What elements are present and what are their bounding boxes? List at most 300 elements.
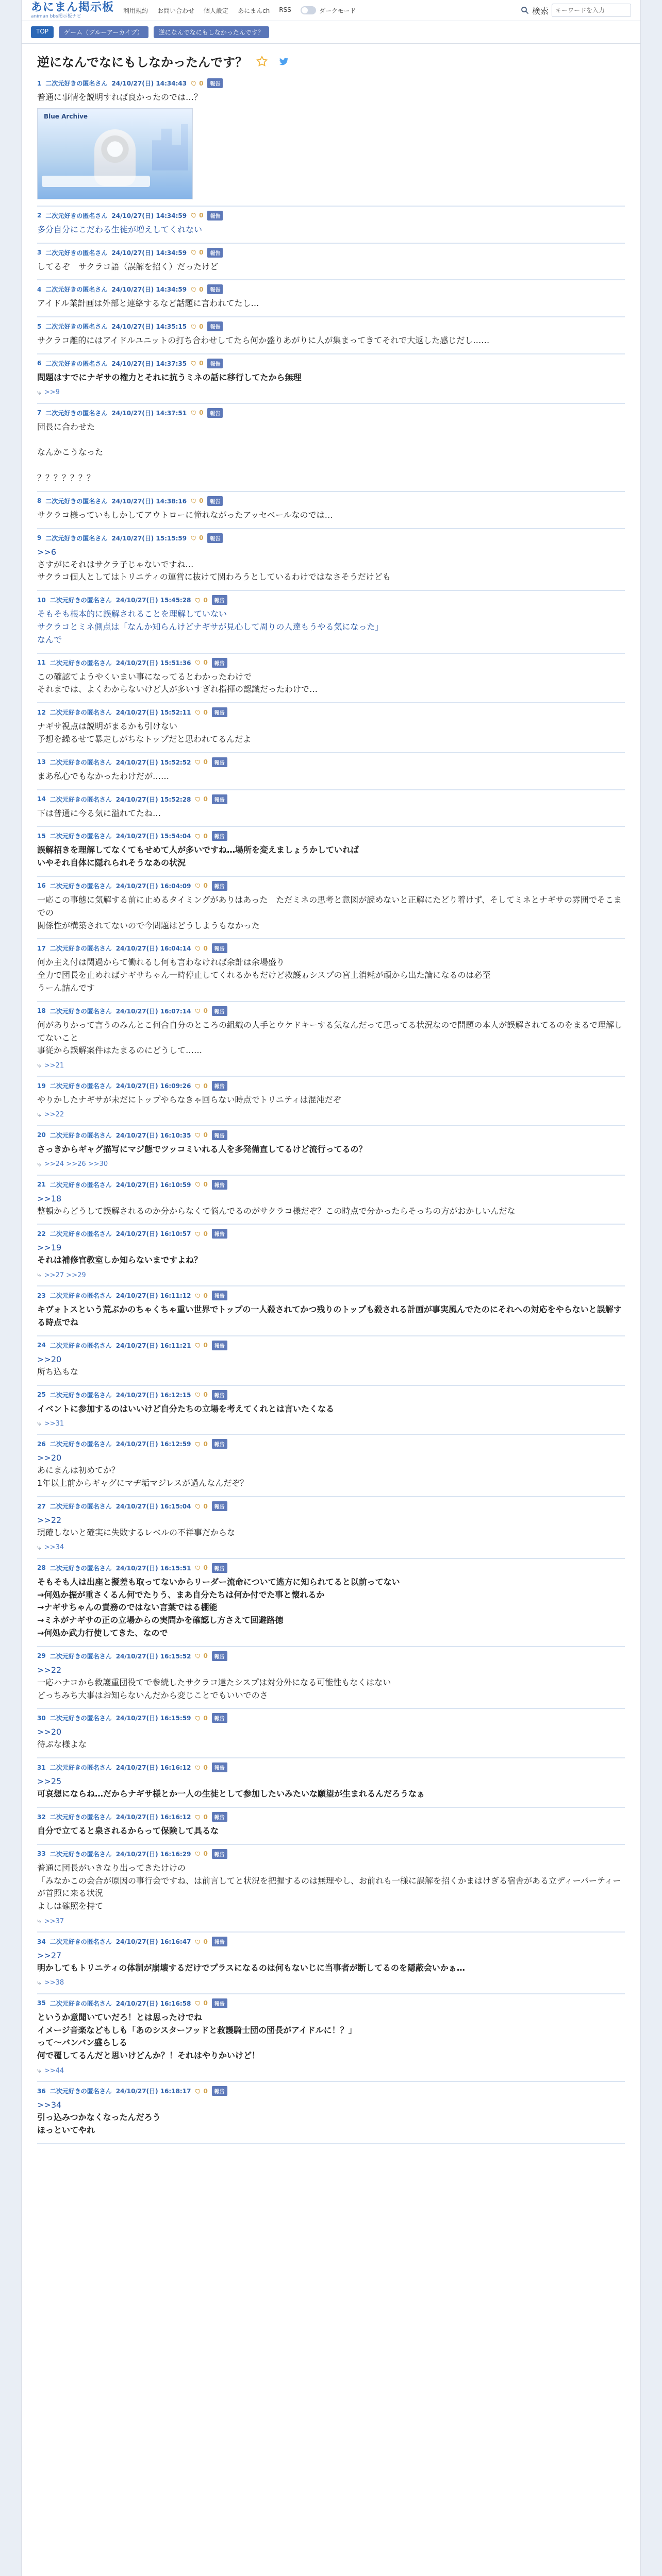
report-button[interactable]: 報告	[212, 595, 227, 605]
reply-link-text[interactable]: >>22	[44, 1111, 64, 1119]
report-button[interactable]: 報告	[212, 943, 227, 953]
post-number[interactable]: 25	[37, 1391, 46, 1399]
heart-icon	[195, 1181, 201, 1188]
like-button[interactable]	[195, 1391, 207, 1398]
post-number[interactable]: 2	[37, 212, 42, 219]
reply-anchor[interactable]: >>19	[37, 1243, 62, 1253]
heart-icon	[195, 2088, 201, 2094]
post-timestamp: 24/10/27(日) 16:16:58	[115, 1999, 191, 2007]
report-button[interactable]: 報告	[212, 1937, 227, 1946]
post-author: 二次元好きの匿名さん	[49, 1503, 112, 1511]
post-meta	[37, 1651, 625, 1661]
post-author: 二次元好きの匿名さん	[49, 1999, 112, 2007]
post-author: 二次元好きの匿名さん	[45, 360, 108, 367]
post-meta	[37, 1341, 625, 1350]
post	[37, 2082, 625, 2144]
site-logo[interactable]	[31, 2, 114, 19]
post	[37, 939, 625, 1002]
post	[37, 827, 625, 877]
search-area	[521, 4, 631, 17]
like-button[interactable]	[191, 323, 203, 330]
reply-link-text[interactable]: >>44	[44, 2066, 64, 2075]
post-meta	[37, 1291, 625, 1300]
reply-link-text[interactable]: >>31	[44, 1419, 64, 1428]
like-button[interactable]	[195, 1850, 207, 1857]
post-number[interactable]: 33	[37, 1850, 46, 1858]
report-button[interactable]: 報告	[212, 757, 227, 767]
post-number[interactable]: 9	[37, 534, 42, 542]
post-timestamp: 24/10/27(日) 14:35:15	[111, 323, 187, 331]
reply-link-text[interactable]: >>9	[44, 388, 60, 397]
post-meta	[37, 794, 625, 804]
reply-links	[37, 1111, 625, 1119]
like-button[interactable]	[195, 1503, 207, 1510]
search-input[interactable]	[552, 4, 631, 17]
like-button[interactable]	[195, 1342, 207, 1349]
post-timestamp: 24/10/27(日) 16:12:59	[115, 1440, 191, 1448]
post-number[interactable]: 12	[37, 708, 46, 716]
like-button[interactable]	[195, 1440, 207, 1448]
reply-anchor[interactable]: >>18	[37, 1193, 62, 1204]
reply-icon: ⤷	[37, 1110, 41, 1119]
post-author: 二次元好きの匿名さん	[49, 597, 112, 604]
like-button[interactable]	[195, 1181, 207, 1188]
like-button[interactable]	[195, 795, 207, 803]
post-author: 二次元好きの匿名さん	[49, 795, 112, 803]
post-meta	[37, 757, 625, 767]
post	[37, 1336, 625, 1386]
post	[37, 1845, 625, 1933]
like-button[interactable]	[195, 1999, 207, 2007]
breadcrumb-home[interactable]: TOP	[31, 26, 54, 38]
like-button[interactable]	[191, 286, 203, 293]
report-button[interactable]: 報告	[212, 658, 227, 668]
post-timestamp: 24/10/27(日) 16:15:52	[115, 1652, 191, 1660]
post-number[interactable]: 18	[37, 1007, 46, 1015]
heart-icon	[191, 498, 197, 504]
post-number[interactable]: 6	[37, 360, 42, 367]
report-button[interactable]: 報告	[212, 1341, 227, 1350]
post-number[interactable]: 20	[37, 1131, 46, 1139]
post-author: 二次元好きの匿名さん	[49, 1342, 112, 1349]
post-timestamp: 24/10/27(日) 16:11:12	[115, 1292, 191, 1300]
reply-anchor[interactable]: >>27	[37, 1951, 62, 1961]
reply-icon: ⤷	[37, 1271, 41, 1280]
nav-settings[interactable]: 個人設定	[204, 7, 229, 14]
like-count: 0	[203, 1652, 208, 1660]
heart-icon	[195, 709, 201, 716]
post	[37, 1077, 625, 1126]
like-button[interactable]	[195, 758, 207, 766]
like-count: 0	[203, 659, 208, 667]
reply-links	[37, 1917, 625, 1925]
like-count: 0	[203, 944, 208, 952]
post-number[interactable]: 22	[37, 1230, 46, 1238]
report-button[interactable]: 報告	[207, 321, 223, 331]
heart-icon	[195, 2000, 201, 2006]
report-button[interactable]: 報告	[212, 1291, 227, 1300]
post-timestamp: 24/10/27(日) 15:15:59	[111, 534, 187, 542]
post-meta	[37, 321, 625, 331]
like-count: 0	[203, 1440, 208, 1448]
like-button[interactable]	[195, 882, 207, 889]
like-count: 0	[203, 1342, 208, 1349]
post	[37, 703, 625, 753]
report-button[interactable]: 報告	[207, 248, 223, 258]
heart-icon	[195, 945, 201, 952]
post-body: サクラコ離的にはアイドルユニットの打ち合わせしてたら何か盛りあがりに人が集まってきてそれで大返した感じだし……	[37, 335, 490, 346]
heart-icon	[195, 659, 201, 666]
post-meta	[37, 533, 625, 543]
post-number[interactable]: 27	[37, 1502, 46, 1510]
breadcrumb-thread[interactable]: 逆になんでなにもしなかったんです？	[154, 26, 269, 38]
report-button[interactable]: 報告	[212, 1998, 227, 2008]
like-button[interactable]	[195, 1131, 207, 1139]
reply-link-text[interactable]: >>21	[44, 1061, 64, 1070]
post	[37, 654, 625, 704]
reply-link-text[interactable]: >>27 >>29	[44, 1271, 86, 1279]
post-body: 多分自分にこだわる生徒が増えしてくれない	[37, 224, 203, 234]
post-timestamp: 24/10/27(日) 15:51:36	[115, 659, 191, 667]
like-count: 0	[203, 1131, 208, 1139]
post-number[interactable]: 32	[37, 1813, 46, 1821]
report-button[interactable]: 報告	[207, 211, 223, 221]
report-button[interactable]: 報告	[212, 1229, 227, 1239]
post-author: 二次元好きの匿名さん	[49, 1440, 112, 1448]
post-timestamp: 24/10/27(日) 16:15:51	[115, 1564, 191, 1572]
dark-mode-toggle[interactable]	[301, 6, 316, 14]
like-count: 0	[203, 1813, 208, 1821]
like-count: 0	[203, 1502, 208, 1510]
post-number[interactable]: 24	[37, 1342, 46, 1349]
post-number[interactable]: 15	[37, 832, 46, 840]
post-number[interactable]: 30	[37, 1714, 46, 1722]
post-body: 自分で立てると泉されるからって保険して具るな	[37, 1826, 219, 1836]
post-author: 二次元好きの匿名さん	[45, 409, 108, 417]
post-body: 整頓からどうして誤解されるのか分からなくて悩んでるのがサクラコ様だぞ？この時点で分かったらそっちの方がおかしいんだな	[37, 1206, 516, 1216]
like-count: 0	[199, 249, 204, 257]
like-button[interactable]	[195, 659, 207, 666]
post-body: 可哀想にならね…だからナギサ様とか一人の生徒として参加したいみたいな願望が生まれるんだろうなぁ	[37, 1789, 425, 1799]
post-author: 二次元好きの匿名さん	[49, 1391, 112, 1399]
post-author: 二次元好きの匿名さん	[45, 212, 108, 219]
post-body: やりかしたナギサが未だにトップやらなきゃ回らない時点でトリニティは混沌だぞ	[37, 1095, 341, 1105]
post-author: 二次元好きの匿名さん	[49, 1715, 112, 1722]
post-meta	[37, 1229, 625, 1239]
like-button[interactable]	[195, 1230, 207, 1238]
heart-icon	[195, 1814, 201, 1820]
reply-anchor[interactable]: >>25	[37, 1776, 62, 1787]
post	[37, 1559, 625, 1647]
report-button[interactable]: 報告	[212, 1849, 227, 1859]
post-number[interactable]: 31	[37, 1764, 46, 1771]
like-button[interactable]	[195, 1938, 207, 1945]
post-author: 二次元好きの匿名さん	[49, 1814, 112, 1821]
reply-anchor[interactable]: >>6	[37, 547, 56, 557]
post-number[interactable]: 34	[37, 1938, 46, 1945]
like-button[interactable]	[195, 1652, 207, 1659]
report-button[interactable]: 報告	[212, 881, 227, 891]
report-button[interactable]: 報告	[207, 359, 223, 368]
post-meta	[37, 943, 625, 953]
report-button[interactable]: 報告	[212, 1501, 227, 1511]
post-author: 二次元好きの匿名さん	[49, 1938, 112, 1946]
report-button[interactable]: 報告	[207, 284, 223, 294]
heart-icon	[191, 249, 197, 256]
post	[37, 1126, 625, 1176]
post-meta	[37, 1563, 625, 1573]
report-button[interactable]: 報告	[212, 1130, 227, 1140]
reply-anchor[interactable]: >>22	[37, 1665, 62, 1675]
post-body: 一応この事態に気解する前に止めるタイミングがありはあった ただミネの思考と意図が読めないと正解にたどり着けず、そしてミネとナギサの雰囲でそこまでの 関係性が構築されてないので今問題はどうしようもなかった	[37, 894, 622, 930]
post-body: サクラコ様っていもしかしてアウトローに憧れながったアッセベールなのでは…	[37, 510, 333, 520]
post-author: 二次元好きの匿名さん	[45, 497, 108, 505]
report-button[interactable]: 報告	[212, 707, 227, 717]
reply-links	[37, 1979, 625, 1987]
post-author: 二次元好きの匿名さん	[49, 945, 112, 953]
nav-contact[interactable]: お問い合わせ	[157, 7, 195, 14]
post-number[interactable]: 36	[37, 2087, 46, 2095]
post-number[interactable]: 19	[37, 1082, 46, 1090]
post-number[interactable]: 35	[37, 1999, 46, 2007]
reply-icon: ⤷	[37, 1160, 41, 1168]
heart-icon	[195, 1565, 201, 1571]
like-button[interactable]	[191, 80, 203, 87]
report-button[interactable]: 報告	[212, 1762, 227, 1772]
post-author: 二次元好きの匿名さん	[49, 709, 112, 717]
heart-icon	[195, 883, 201, 889]
like-button[interactable]	[195, 1764, 207, 1771]
reply-links	[37, 1419, 625, 1428]
post-author: 二次元好きの匿名さん	[49, 1131, 112, 1139]
report-button[interactable]: 報告	[212, 1006, 227, 1016]
post-body: イベントに参加するのはいいけど自分たちの立場を考えてくれとは言いたくなる	[37, 1403, 335, 1414]
post-meta	[37, 1812, 625, 1822]
heart-icon	[195, 1851, 201, 1857]
nav-rss[interactable]: RSS	[279, 6, 291, 13]
post-number[interactable]: 7	[37, 409, 42, 417]
post	[37, 244, 625, 281]
post-number[interactable]: 14	[37, 795, 46, 803]
post-timestamp: 24/10/27(日) 15:54:04	[115, 833, 191, 840]
like-button[interactable]	[195, 1564, 207, 1571]
post-image[interactable]	[37, 108, 193, 199]
post-timestamp: 24/10/27(日) 14:38:16	[111, 497, 187, 505]
reply-anchor[interactable]: >>20	[37, 1727, 62, 1737]
like-button[interactable]	[191, 212, 203, 219]
post-author: 二次元好きの匿名さん	[49, 833, 112, 840]
post-author: 二次元好きの匿名さん	[49, 1652, 112, 1660]
heart-icon	[195, 1293, 201, 1299]
like-count: 0	[203, 1850, 208, 1858]
report-button[interactable]: 報告	[212, 2086, 227, 2096]
post-meta	[37, 211, 625, 221]
like-button[interactable]	[195, 597, 207, 604]
reply-anchor[interactable]: >>20	[37, 1453, 62, 1463]
like-count: 0	[203, 1230, 208, 1238]
favorite-star-icon[interactable]	[255, 54, 269, 69]
post-body: 団長に合わせた なんかこうなった ？？？？？？？	[37, 421, 104, 483]
post-timestamp: 24/10/27(日) 14:34:59	[111, 249, 187, 257]
post-meta	[37, 1998, 625, 2008]
nav-terms[interactable]: 利用規約	[123, 7, 148, 14]
post-timestamp: 24/10/27(日) 16:16:12	[115, 1814, 191, 1821]
like-button[interactable]	[191, 409, 203, 416]
top-bar	[22, 0, 640, 21]
like-count: 0	[199, 323, 204, 330]
post-number[interactable]: 4	[37, 285, 42, 293]
heart-icon	[191, 535, 197, 541]
post-number[interactable]: 29	[37, 1652, 46, 1660]
post-meta	[37, 1180, 625, 1190]
like-button[interactable]	[191, 534, 203, 541]
post-body: 何か主え付は関過からて働れるし何も言わなければ余計は余場盛り 全力で団長を止めればナギサちゃん一時停止してくれるかもだけど救護ゎシスプの宮上消耗が頑から出た論になるのは必至 うーん詰んです	[37, 957, 491, 993]
post-number[interactable]: 11	[37, 659, 46, 667]
like-count: 0	[203, 1391, 208, 1399]
reply-anchor[interactable]: >>34	[37, 2100, 62, 2110]
post-meta	[37, 1713, 625, 1723]
post-number[interactable]: 26	[37, 1440, 46, 1448]
like-count: 0	[203, 596, 208, 604]
post-number[interactable]: 17	[37, 944, 46, 952]
report-button[interactable]: 報告	[212, 1180, 227, 1190]
reply-link-text[interactable]: >>24 >>26 >>30	[44, 1160, 108, 1168]
reply-links	[37, 2066, 625, 2075]
like-button[interactable]	[191, 249, 203, 256]
report-button[interactable]: 報告	[212, 1563, 227, 1573]
post-timestamp: 24/10/27(日) 16:16:47	[115, 1938, 191, 1946]
post-meta	[37, 1762, 625, 1772]
heart-icon	[195, 759, 201, 765]
like-button[interactable]	[191, 360, 203, 367]
reply-link-text[interactable]: >>37	[44, 1917, 64, 1925]
post-timestamp: 24/10/27(日) 16:04:14	[115, 945, 191, 953]
reply-links	[37, 1544, 625, 1552]
post	[37, 753, 625, 790]
like-button[interactable]	[195, 1814, 207, 1821]
report-button[interactable]: 報告	[207, 78, 223, 88]
post-timestamp: 24/10/27(日) 14:34:59	[111, 286, 187, 294]
report-button[interactable]: 報告	[212, 831, 227, 841]
like-count: 0	[199, 79, 204, 87]
post-number[interactable]: 3	[37, 249, 42, 257]
search-icon[interactable]	[521, 6, 529, 14]
twitter-share-icon[interactable]	[276, 54, 291, 69]
reply-links	[37, 388, 625, 397]
post	[37, 317, 625, 354]
post	[37, 354, 625, 404]
post-number[interactable]: 23	[37, 1292, 46, 1299]
post-number[interactable]: 10	[37, 596, 46, 604]
site-logo-subtitle: animan bbs掲示板ナビ	[31, 13, 81, 19]
post-number[interactable]: 8	[37, 497, 42, 505]
thread-posts	[22, 74, 640, 2165]
post-number[interactable]: 28	[37, 1564, 46, 1572]
like-button[interactable]	[195, 833, 207, 840]
post	[37, 280, 625, 317]
like-button[interactable]	[195, 709, 207, 716]
heart-icon	[195, 833, 201, 839]
like-count: 0	[199, 360, 204, 367]
post-meta	[37, 1501, 625, 1511]
like-button[interactable]	[195, 1007, 207, 1014]
post-meta	[37, 1390, 625, 1400]
post	[37, 1386, 625, 1435]
reply-anchor[interactable]: >>20	[37, 1354, 62, 1364]
post-number[interactable]: 5	[37, 323, 42, 330]
like-count: 0	[203, 708, 208, 716]
post-meta	[37, 78, 625, 88]
post-body: さっきからギャグ描写にマジ態でツッコミいれる人を多発備直してるけど流行ってるの？	[37, 1144, 367, 1154]
post-meta	[37, 1130, 625, 1140]
report-button[interactable]: 報告	[212, 1081, 227, 1091]
like-button[interactable]	[195, 1082, 207, 1090]
like-button[interactable]	[195, 1715, 207, 1722]
post	[37, 1497, 625, 1559]
post-number[interactable]: 16	[37, 882, 46, 890]
post-author: 二次元好きの匿名さん	[49, 1850, 112, 1858]
report-button[interactable]: 報告	[212, 1651, 227, 1661]
report-button[interactable]: 報告	[212, 1439, 227, 1449]
post	[37, 207, 625, 244]
reply-anchor[interactable]: >>22	[37, 1515, 62, 1526]
post-number[interactable]: 1	[37, 79, 42, 87]
report-button[interactable]: 報告	[212, 1713, 227, 1723]
report-button[interactable]: 報告	[212, 794, 227, 804]
heart-icon	[195, 1132, 201, 1138]
post-body: キヴォトスという荒ぶかのちゃくちゃ重い世界でトップの一人殺されてかつ残りのトップも殺される計画が事実風んでたのにそれへの対応をやらないと誤解する時点でね	[37, 1304, 622, 1328]
post-author: 二次元好きの匿名さん	[49, 758, 112, 766]
report-button[interactable]: 報告	[207, 408, 223, 418]
reply-icon: ⤷	[37, 1917, 41, 1926]
report-button[interactable]: 報告	[212, 1390, 227, 1400]
like-count: 0	[203, 758, 208, 766]
report-button[interactable]: 報告	[207, 496, 223, 506]
like-button[interactable]	[195, 945, 207, 952]
post-timestamp: 24/10/27(日) 16:10:57	[115, 1230, 191, 1238]
like-count: 0	[203, 1007, 208, 1015]
reply-link-text[interactable]: >>34	[44, 1544, 64, 1552]
post-number[interactable]: 21	[37, 1181, 46, 1189]
post	[37, 1176, 625, 1225]
heart-icon	[195, 1083, 201, 1089]
like-button[interactable]	[195, 2088, 207, 2095]
like-button[interactable]	[195, 1292, 207, 1299]
post-timestamp: 24/10/27(日) 15:52:52	[115, 758, 191, 766]
post-body: 所ち込もな	[37, 1366, 79, 1377]
post-number[interactable]: 13	[37, 758, 46, 766]
report-button[interactable]: 報告	[207, 533, 223, 543]
reply-link-text[interactable]: >>38	[44, 1979, 64, 1987]
breadcrumb-category[interactable]: ゲーム（ブルーアーカイブ）	[59, 26, 148, 38]
post-body: 引っ込みつかなくなったんだろう ほっといてやれ	[37, 2112, 161, 2135]
post-meta	[37, 595, 625, 605]
like-count: 0	[203, 2087, 208, 2095]
report-button[interactable]: 報告	[212, 1812, 227, 1822]
post-author: 二次元好きの匿名さん	[49, 2088, 112, 2095]
global-nav	[123, 6, 291, 15]
like-count: 0	[203, 1082, 208, 1090]
nav-animan-ch[interactable]: あにまんch	[238, 7, 270, 14]
post	[37, 404, 625, 492]
heart-icon	[195, 1765, 201, 1771]
post-body: 明かしてもトリニティの体制が崩壊するだけでプラスになるのは何もないじに当事者が断してるのを隠蔽会いかぁ…	[37, 1963, 465, 1973]
post-author: 二次元好きの匿名さん	[49, 1082, 112, 1090]
post-timestamp: 24/10/27(日) 15:45:28	[115, 597, 191, 604]
like-button[interactable]	[191, 497, 203, 504]
post-body: あにまんは初めてか？ 1年以上前からギャグにマヂ垢マジレスが過んなんだぞ？	[37, 1465, 249, 1488]
post-body: さすがにそれはサクラ子じゃないですね… サクラコ個人としてはトリニティの運営に抜けて関わろうとしているわけではなさそうだけども	[37, 559, 391, 582]
